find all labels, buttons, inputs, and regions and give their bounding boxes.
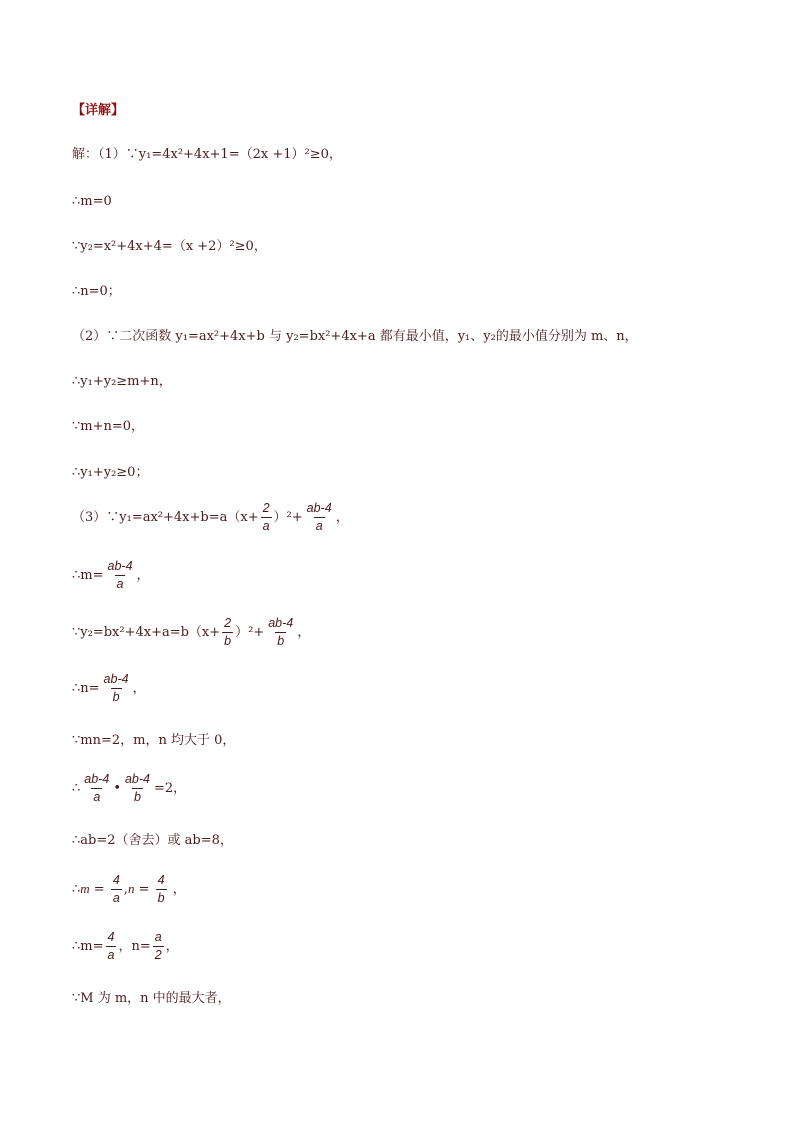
numerator: ab-4 <box>84 772 110 786</box>
numerator: ab-4 <box>107 559 133 573</box>
numerator: ab-4 <box>268 616 294 630</box>
solution-line-11 <box>72 616 310 649</box>
fraction <box>106 559 135 592</box>
solution-line-14 <box>72 772 186 805</box>
text-segment: ∴ <box>72 781 81 796</box>
denominator: a <box>107 948 115 962</box>
fraction <box>156 873 167 906</box>
text-segment: ， <box>165 939 179 954</box>
denominator: b <box>277 634 285 648</box>
solution-line-1: 解：（1）∵y₁=4x²+4x+1=（2x +1）²≥0， <box>72 147 342 162</box>
text-segment: （3）∵y₁=ax²+4x+b=a（x+ <box>72 510 259 525</box>
denominator: a <box>262 519 270 533</box>
denominator: 2 <box>154 948 162 962</box>
section-heading: 【详解】 <box>72 103 125 118</box>
solution-line-7: ∵m+n=0， <box>72 419 145 434</box>
solution-line-15: ∴ab=2（舍去）或 ab=8， <box>72 833 233 848</box>
fraction <box>102 672 131 705</box>
text-segment: ， <box>168 882 186 897</box>
solution-line-18: ∵M 为 m，n 中的最大者， <box>72 991 231 1006</box>
text-segment: ）²+ <box>273 510 303 525</box>
fraction <box>123 772 152 805</box>
numerator: ab-4 <box>124 772 151 786</box>
fraction <box>305 501 334 534</box>
text-segment: • <box>113 781 121 796</box>
fraction <box>153 930 164 963</box>
fraction <box>82 772 111 805</box>
solution-line-12 <box>72 672 146 705</box>
numerator: 4 <box>157 873 165 887</box>
fraction <box>261 501 272 534</box>
solution-line-16 <box>72 873 186 906</box>
text-segment: ， <box>136 568 150 583</box>
denominator: a <box>116 577 124 591</box>
solution-line-13: ∵mn=2，m，n 均大于 0， <box>72 733 236 748</box>
text-segment: =2， <box>154 781 187 796</box>
numerator: ab-4 <box>103 672 129 686</box>
solution-line-3: ∵y₂=x²+4x+4=（x +2）²≥0， <box>72 239 267 254</box>
solution-line-9 <box>72 501 349 534</box>
fraction <box>222 616 233 649</box>
denominator: a <box>315 519 323 533</box>
text-segment: ， <box>132 681 146 696</box>
solution-line-5: （2）∵二次函数 y₁=ax²+4x+b 与 y₂=bx²+4x+a 都有最小值，y₁、y₂的最小值分别为 m、n， <box>72 329 638 344</box>
text-segment: ）²+ <box>235 625 265 640</box>
solution-line-2: ∴m=0 <box>72 194 112 209</box>
text-segment: ∵y₂=bx²+4x+a=b（x+ <box>72 625 221 640</box>
numerator: 2 <box>224 616 232 630</box>
solution-line-10 <box>72 559 150 592</box>
solution-line-8: ∴y₁+y₂≥0； <box>72 465 149 480</box>
fraction <box>266 616 295 649</box>
text-segment: ， <box>335 510 349 525</box>
text-segment: , <box>123 882 128 897</box>
fraction <box>106 930 117 963</box>
numerator: 4 <box>112 873 120 887</box>
denominator: b <box>157 891 165 905</box>
numerator: ab-4 <box>306 501 332 515</box>
variable: m <box>80 881 90 896</box>
text-segment: ∴m= <box>72 568 104 583</box>
denominator: b <box>134 790 141 804</box>
solution-line-6: ∴y₁+y₂≥m+n， <box>72 374 172 389</box>
numerator: 2 <box>262 501 270 515</box>
text-segment: ，n= <box>118 939 151 954</box>
text-segment: ∴n= <box>72 681 100 696</box>
text-segment: ∴m= <box>72 939 104 954</box>
text-segment: = <box>89 882 109 897</box>
denominator: a <box>93 790 101 804</box>
text-segment: = <box>134 882 154 897</box>
numerator: 4 <box>107 930 115 944</box>
solution-line-4: ∴n=0； <box>72 284 121 299</box>
text-segment: ， <box>297 625 311 640</box>
variable: n <box>127 881 135 896</box>
denominator: b <box>224 634 232 648</box>
denominator: b <box>112 690 120 704</box>
numerator: a <box>154 930 162 944</box>
text-segment: ∴ <box>72 882 81 897</box>
denominator: a <box>112 891 120 905</box>
solution-line-17 <box>72 930 179 963</box>
fraction <box>111 873 122 906</box>
